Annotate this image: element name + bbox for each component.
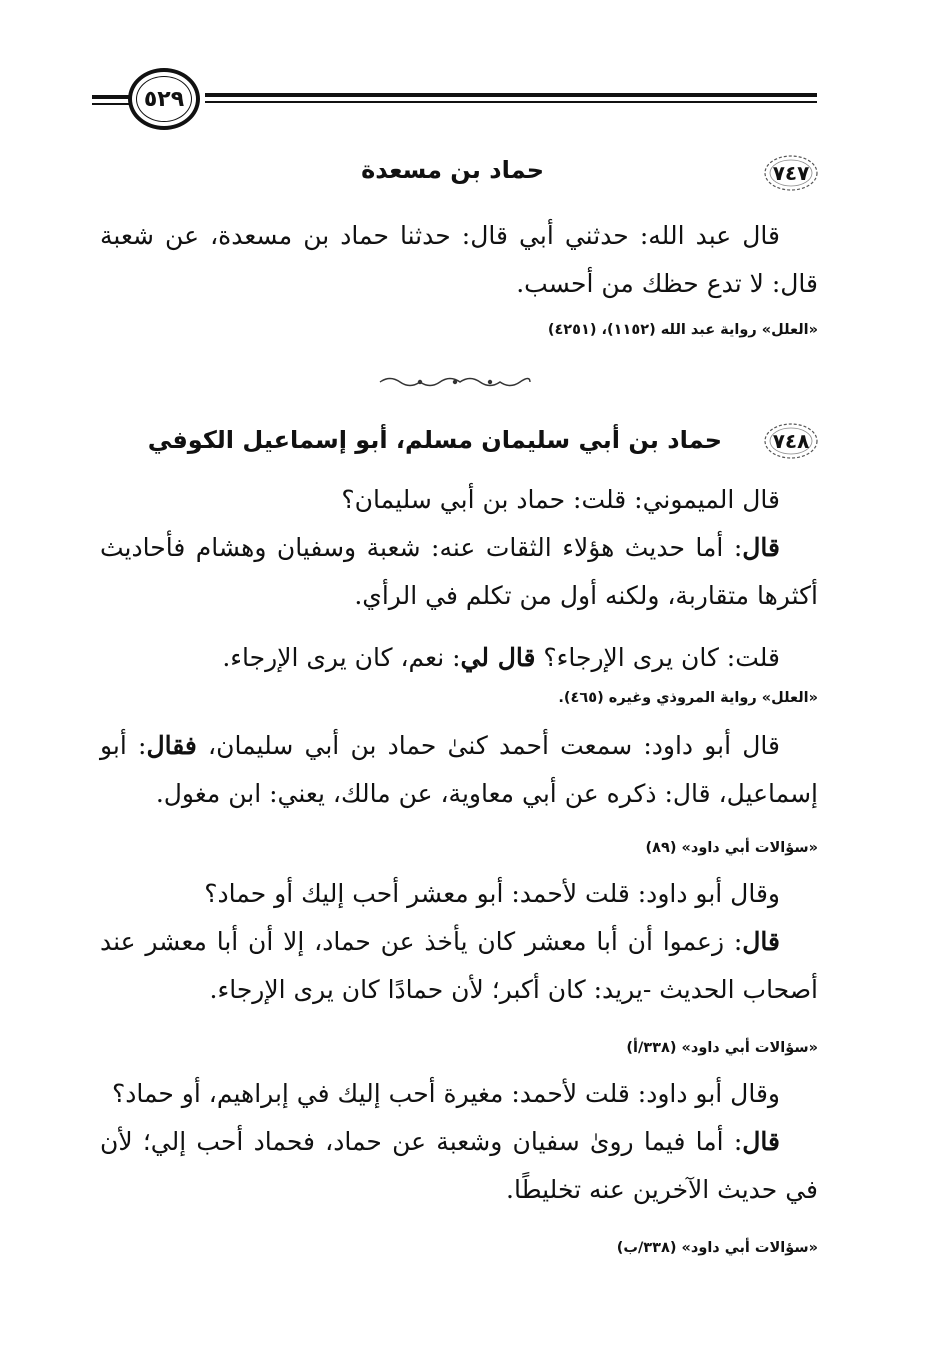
paragraph [100,870,818,918]
source-citation: «العلل» رواية عبد الله (١١٥٢)، (٤٢٥١) [547,322,818,338]
source-citation: «سؤالات أبي داود» (٣٣٨/أ) [626,1040,818,1056]
entry-number-rosette-icon [762,152,820,194]
paragraph-text: وقال أبو داود: قلت لأحمد: أبو معشر أحب إليك أو حماد؟ [204,879,780,908]
paragraph-text: وقال أبو داود: قلت لأحمد: مغيرة أحب إليك في إبراهيم، أو حماد؟ [111,1079,780,1108]
header-rule-right [205,93,817,97]
paragraph [100,1070,818,1118]
paragraph [100,212,818,308]
paragraph [100,918,818,1014]
speaker-keyword: فقال [146,731,197,760]
paragraph-lead: قلت: كان يرى الإرجاء؟ [535,643,780,672]
paragraph-text: : نعم، كان يرى الإرجاء. [222,643,461,672]
speaker-keyword: قال لي [460,643,536,672]
source-citation: «سؤالات أبي داود» (٣٣٨/ب) [616,1240,818,1256]
paragraph-lead: قال أبو داود: سمعت أحمد كنىٰ حماد بن أبي سليمان، [196,731,780,760]
header-rule-left [92,95,132,99]
speaker-keyword: قال [742,1127,780,1156]
paragraph [100,1118,818,1214]
entry-number: ٧٤٨ [772,429,810,453]
entry-title: حماد بن أبي سليمان مسلم، أبو إسماعيل الكوفي [147,426,722,454]
header-rule-left-thin [92,103,132,105]
entry-number: ٧٤٧ [772,161,810,185]
source-citation: «العلل» رواية المروذي وغيره (٤٦٥). [558,690,818,706]
paragraph-text: قال الميموني: قلت: حماد بن أبي سليمان؟ [341,485,780,514]
paragraph-text: : أما فيما روىٰ سفيان وشعبة عن حماد، فحماد أحب إلي؛ لأن في حديث الآخرين عنه تخليطًا. [100,1127,818,1204]
source-citation: «سؤالات أبي داود» (٨٩) [645,840,818,856]
paragraph-text: : أما حديث هؤلاء الثقات عنه: شعبة وسفيان وهشام فأحاديث أكثرها متقاربة، ولكنه أول من تكلم في الرأي. [100,533,818,610]
page-number: ٥٢٩ [128,68,200,130]
header-rule-right-thin [205,101,817,103]
paragraph [100,524,818,620]
paragraph-text: : أبو إسماعيل، قال: ذكره عن أبي معاوية، عن مالك، يعني: ابن مغول. [100,731,818,808]
paragraph [100,722,818,818]
speaker-keyword: قال [742,533,780,562]
entry-title: حماد بن مسعدة [361,156,544,184]
paragraph [100,476,818,524]
paragraph-text: قال عبد الله: حدثني أبي قال: حدثنا حماد بن مسعدة، عن شعبة قال: لا تدع حظك من أحسب. [100,221,818,298]
paragraph-text: : زعموا أن أبا معشر كان يأخذ عن حماد، إلا أن أبا معشر عند أصحاب الحديث -يريد: كان أكبر؛ لأن حمادًا كان يرى الإرجاء. [100,927,818,1004]
ornament-divider-icon [375,374,535,390]
entry-number-rosette-icon [762,420,820,462]
paragraph [100,634,818,682]
speaker-keyword: قال [742,927,780,956]
